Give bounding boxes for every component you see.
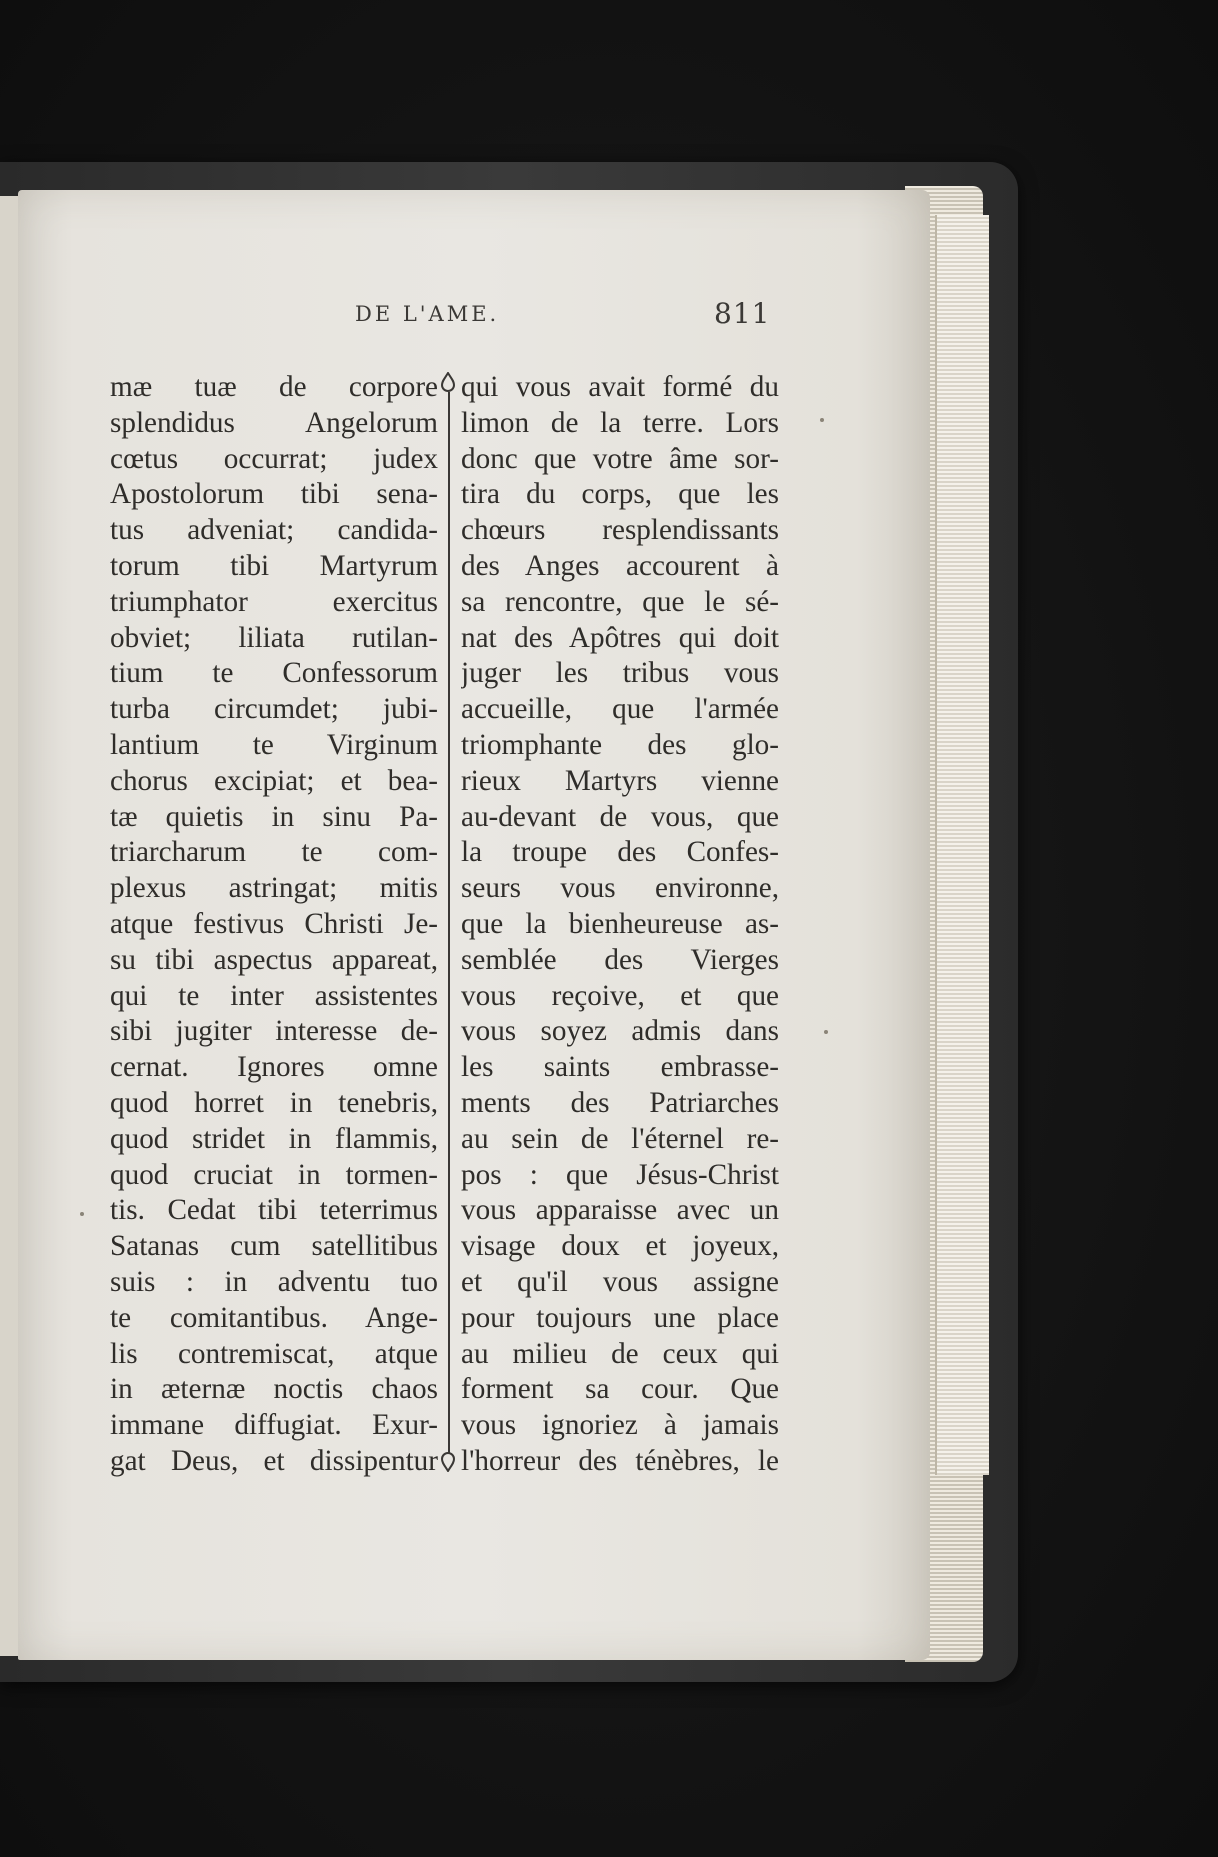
french-text-line: sa rencontre, que le sé-	[461, 585, 779, 618]
latin-text-line: torum tibi Martyrum	[110, 549, 438, 582]
paper-speck	[80, 1212, 84, 1216]
french-text-line: vous soyez admis dans	[461, 1015, 779, 1048]
latin-text-line: chorus excipiat; et bea-	[110, 764, 438, 797]
latin-text-line: qui te inter assistentes	[110, 979, 438, 1012]
latin-text-line: quod horret in tenebris,	[110, 1086, 438, 1119]
french-text-line: ments des Patriarches	[461, 1086, 779, 1119]
latin-text-line: tis. Cedat tibi teterrimus	[110, 1194, 438, 1227]
french-text-line: donc que votre âme sor-	[461, 442, 779, 475]
page-number: 811	[714, 297, 771, 330]
latin-text-line: Satanas cum satellitibus	[110, 1230, 438, 1263]
french-text-line: tira du corps, que les	[461, 478, 779, 511]
french-text-line: que la bienheureuse as-	[461, 907, 779, 940]
french-text-line: chœurs resplendissants	[461, 514, 779, 547]
french-text-line: la troupe des Confes-	[461, 836, 779, 869]
latin-text-line: turba circumdet; jubi-	[110, 693, 438, 726]
french-text-line: vous ignoriez à jamais	[461, 1409, 779, 1442]
latin-text-line: triarcharum te com-	[110, 836, 438, 869]
french-text-line: vous apparaisse avec un	[461, 1194, 779, 1227]
latin-text-line: te comitantibus. Ange-	[110, 1301, 438, 1334]
french-column	[461, 370, 779, 1480]
french-text-line: visage doux et joyeux,	[461, 1230, 779, 1263]
latin-text-line: gat Deus, et dissipentur	[110, 1444, 438, 1477]
column-divider	[448, 392, 450, 1454]
french-text-line: et qu'il vous assigne	[461, 1265, 779, 1298]
latin-text-line: tæ quietis in sinu Pa-	[110, 800, 438, 833]
latin-text-line: su tibi aspectus appareat,	[110, 943, 438, 976]
french-text-line: nat des Apôtres qui doit	[461, 621, 779, 654]
latin-column	[110, 370, 438, 1480]
latin-text-line: lis contremiscat, atque	[110, 1337, 438, 1370]
french-text-line: rieux Martyrs vienne	[461, 764, 779, 797]
french-text-line: des Anges accourent à	[461, 549, 779, 582]
latin-text-line: sibi jugiter interesse de-	[110, 1015, 438, 1048]
latin-text-line: atque festivus Christi Je-	[110, 907, 438, 940]
french-text-line: pour toujours une place	[461, 1301, 779, 1334]
latin-text-line: Apostolorum tibi sena-	[110, 478, 438, 511]
french-text-line: au milieu de ceux qui	[461, 1337, 779, 1370]
french-text-line: accueille, que l'armée	[461, 693, 779, 726]
latin-text-line: tium te Confessorum	[110, 657, 438, 690]
latin-text-line: tus adveniat; candida-	[110, 514, 438, 547]
latin-text-line: quod cruciat in tormen-	[110, 1158, 438, 1191]
french-text-line: juger les tribus vous	[461, 657, 779, 690]
french-text-line: triomphante des glo-	[461, 728, 779, 761]
paper-speck	[824, 1030, 828, 1034]
divider-ornament-top-icon	[440, 372, 456, 392]
page-block-tab	[935, 215, 989, 1475]
running-head: DE L'AME.	[355, 302, 500, 326]
french-text-line: au sein de l'éternel re-	[461, 1122, 779, 1155]
french-text-line: pos : que Jésus-Christ	[461, 1158, 779, 1191]
latin-text-line: quod stridet in flammis,	[110, 1122, 438, 1155]
latin-text-line: suis : in adventu tuo	[110, 1265, 438, 1298]
paper-speck	[820, 418, 824, 422]
french-text-line: l'horreur des ténèbres, le	[461, 1444, 779, 1477]
french-text-line: semblée des Vierges	[461, 943, 779, 976]
latin-text-line: cœtus occurrat; judex	[110, 442, 438, 475]
latin-text-line: cernat. Ignores omne	[110, 1051, 438, 1084]
french-text-line: au-devant de vous, que	[461, 800, 779, 833]
latin-text-line: lantium te Virginum	[110, 728, 438, 761]
french-text-line: forment sa cour. Que	[461, 1373, 779, 1406]
divider-ornament-bottom-icon	[440, 1452, 456, 1472]
latin-text-line: mæ tuæ de corpore	[110, 371, 438, 403]
french-text-line: vous reçoive, et que	[461, 979, 779, 1012]
french-text-line: limon de la terre. Lors	[461, 406, 779, 439]
latin-text-line: obviet; liliata rutilan-	[110, 621, 438, 654]
latin-text-line: plexus astringat; mitis	[110, 872, 438, 905]
french-text-line: seurs vous environne,	[461, 872, 779, 905]
french-text-line: qui vous avait formé du	[461, 371, 779, 403]
latin-text-line: splendidus Angelorum	[110, 406, 438, 439]
latin-text-line: immane diffugiat. Exur-	[110, 1409, 438, 1442]
latin-text-line: in æternæ noctis chaos	[110, 1373, 438, 1406]
french-text-line: les saints embrasse-	[461, 1051, 779, 1084]
latin-text-line: triumphator exercitus	[110, 585, 438, 618]
